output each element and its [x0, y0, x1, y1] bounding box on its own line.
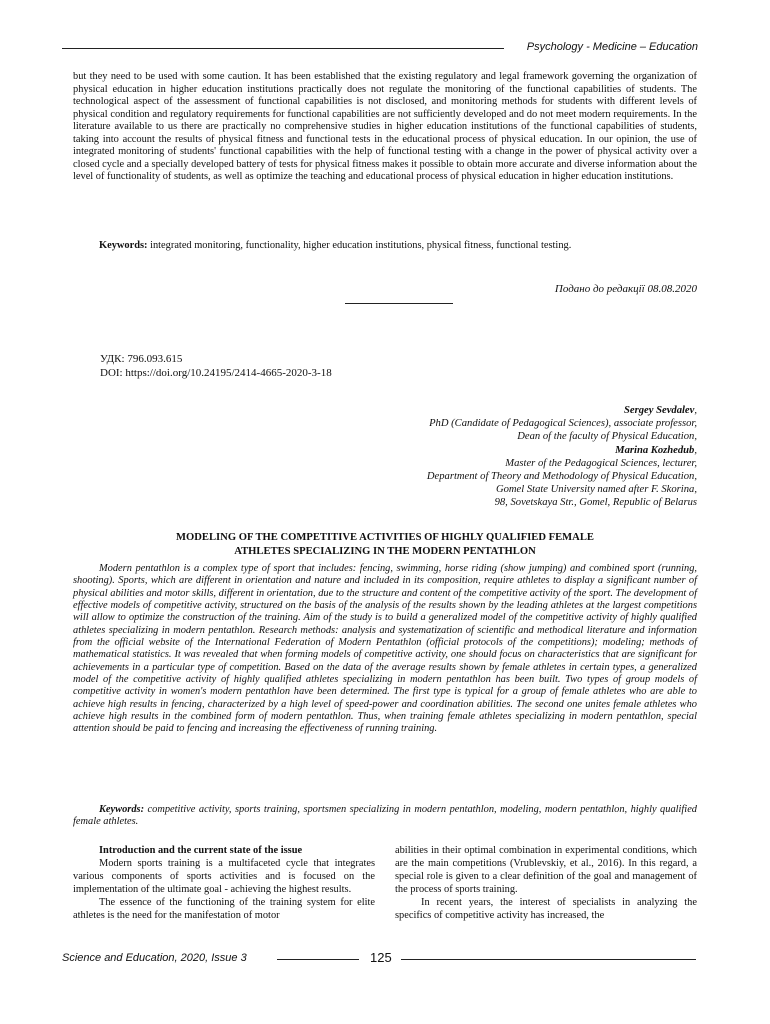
submitted-date: Подано до редакції 08.08.2020 — [554, 283, 697, 295]
doi-link: DOI: https://doi.org/10.24195/2414-4665-2020-3-18 — [100, 367, 332, 379]
journal-footer: Science and Education, 2020, Issue 3 — [62, 952, 247, 964]
keywords-text: integrated monitoring, functionality, higher education institutions, physical fitness, functional testing. — [147, 240, 572, 251]
keywords-text: competitive activity, sports training, sportsmen specializing in modern pentathlon, modeling, modern pentathlon, highly qualified female athletes. — [73, 804, 697, 828]
body-paragraph: The essence of the functioning of the training system for elite athletes is the need for the manifestation of motor — [73, 897, 375, 922]
author-affiliation-line: Department of Theory and Methodology of Physical Education, — [426, 471, 697, 483]
author-affiliation-line: Dean of the faculty of Physical Education, — [517, 431, 697, 443]
body-column-left — [73, 844, 375, 923]
footer-rule — [277, 959, 359, 960]
article-title — [100, 531, 670, 559]
title-line: MODELING OF THE COMPETITIVE ACTIVITIES OF HIGHLY QUALIFIED FEMALE — [176, 532, 594, 543]
body-paragraph: In recent years, the interest of specialists in analyzing the specifics of competitive activity has increased, the — [395, 897, 697, 922]
footer-rule — [401, 959, 696, 960]
abstract: Modern pentathlon is a complex type of sport that includes: fencing, swimming, horse riding (show jumping) and combined sport (running, shooting). Sports, which are different in orientation and nature and included in its composition, require athletes to display a significant number of physical abilities and motor skills, different in orientation, due to the structure and content of the competitive activity of the sport. The development of effective models of competitive activity, structured on the basis of the analysis of the results shown by the leading athletes at the largest competitions will allow to optimize the construction of the training. Aim of the study is to build a generalized model of the competitive activity of highly qualified athletes specializing in modern pentathlon. Research methods: analysis and systematization of scientific and methodical literature and information from the official website of the International Federation of Modern Pentathlon (official protocols of the competitions); modeling; methods of mathematical statistics. It was revealed that when forming models of competitive activity, one should focus on characteristics that are significant for achievements in a particular type of competition. Based on the data of the average results shown by female athletes in certain types, a generalized model of the competitive activity of highly qualified athletes specializing in modern pentathlon has been built. Two types of group models of competitive activity in women's modern pentathlon have been determined. The first type is typical for a group of female athletes who are able to achieve high results in fencing, characterized by a high level of speed-power and coordination abilities. The second one unites female athletes who achieve high results in the combined form of modern pentathlon. Thus, when training female athletes specializing in modern pentathlon, special attention should be paid to fencing and increasing the effectiveness of running training. — [73, 563, 697, 735]
author-name: Sergey Sevdalev, — [624, 405, 697, 416]
author-affiliation-line: 98, Sovetskaya Str., Gomel, Republic of Belarus — [494, 497, 697, 509]
header-rule — [62, 48, 504, 49]
body-column-right — [395, 844, 697, 923]
author-name: Marina Kozhedub, — [615, 444, 697, 456]
body-paragraph: Modern sports training is a multifaceted cycle that integrates various components of sports activities and is focused on the implementation of the ultimate goal - achieving the highest results. — [73, 858, 375, 896]
article-keywords — [73, 804, 697, 829]
page-number: 125 — [370, 950, 392, 965]
keywords-label: Keywords: — [99, 240, 148, 251]
keywords-label: Keywords: — [99, 804, 145, 815]
author-block — [277, 404, 697, 510]
udk-code: УДК: 796.093.615 — [100, 353, 183, 365]
author-affiliation-line: Master of the Pedagogical Sciences, lecturer, — [505, 457, 697, 469]
author-affiliation-line: PhD (Candidate of Pedagogical Sciences), associate professor, — [429, 418, 697, 430]
previous-article-text: but they need to be used with some caution. It has been established that the existing regulatory and legal framework governing the organization of physical education in higher education institutions practically does not regulate the monitoring of the functional capabilities of students. The technological aspect of the assessment of functional capabilities is not disclosed, and monitoring methods for students with different levels of physical condition and regulatory requirements for functional capabilities are not sufficiently developed and do not meet modern requirements. In the literature available to us there are practically no comprehensive studies in higher education institutions of the functional capabilities of students, taking into account the results of physical fitness and functional tests in the educational process of physical education. In our opinion, the use of integrated monitoring of students' functional capabilities with the help of functional testing with a change in the power of physical activity over a closed cycle and a specially developed battery of tests for physical fitness makes it possible to obtain more accurate and diverse information about the level of functionality of students, as well as optimize the teaching and educational process of physical education in higher education institutions. — [73, 71, 697, 182]
previous-keywords — [73, 240, 697, 253]
article-separator — [345, 303, 453, 304]
article-identifiers — [100, 352, 332, 380]
title-line: ATHLETES SPECIALIZING IN THE MODERN PENTATHLON — [234, 546, 536, 557]
author-affiliation-line: Gomel State University named after F. Skorina, — [495, 484, 697, 496]
journal-section-header: Psychology - Medicine – Education — [526, 41, 698, 53]
body-paragraph: abilities in their optimal combination in experimental conditions, which are the main competitions (Vrublevskiy, et al., 2016). In this regard, a special role is given to a clear definition of the goal and management of the process of sports training. — [395, 845, 697, 896]
section-heading: Introduction and the current state of the issue — [99, 845, 303, 856]
